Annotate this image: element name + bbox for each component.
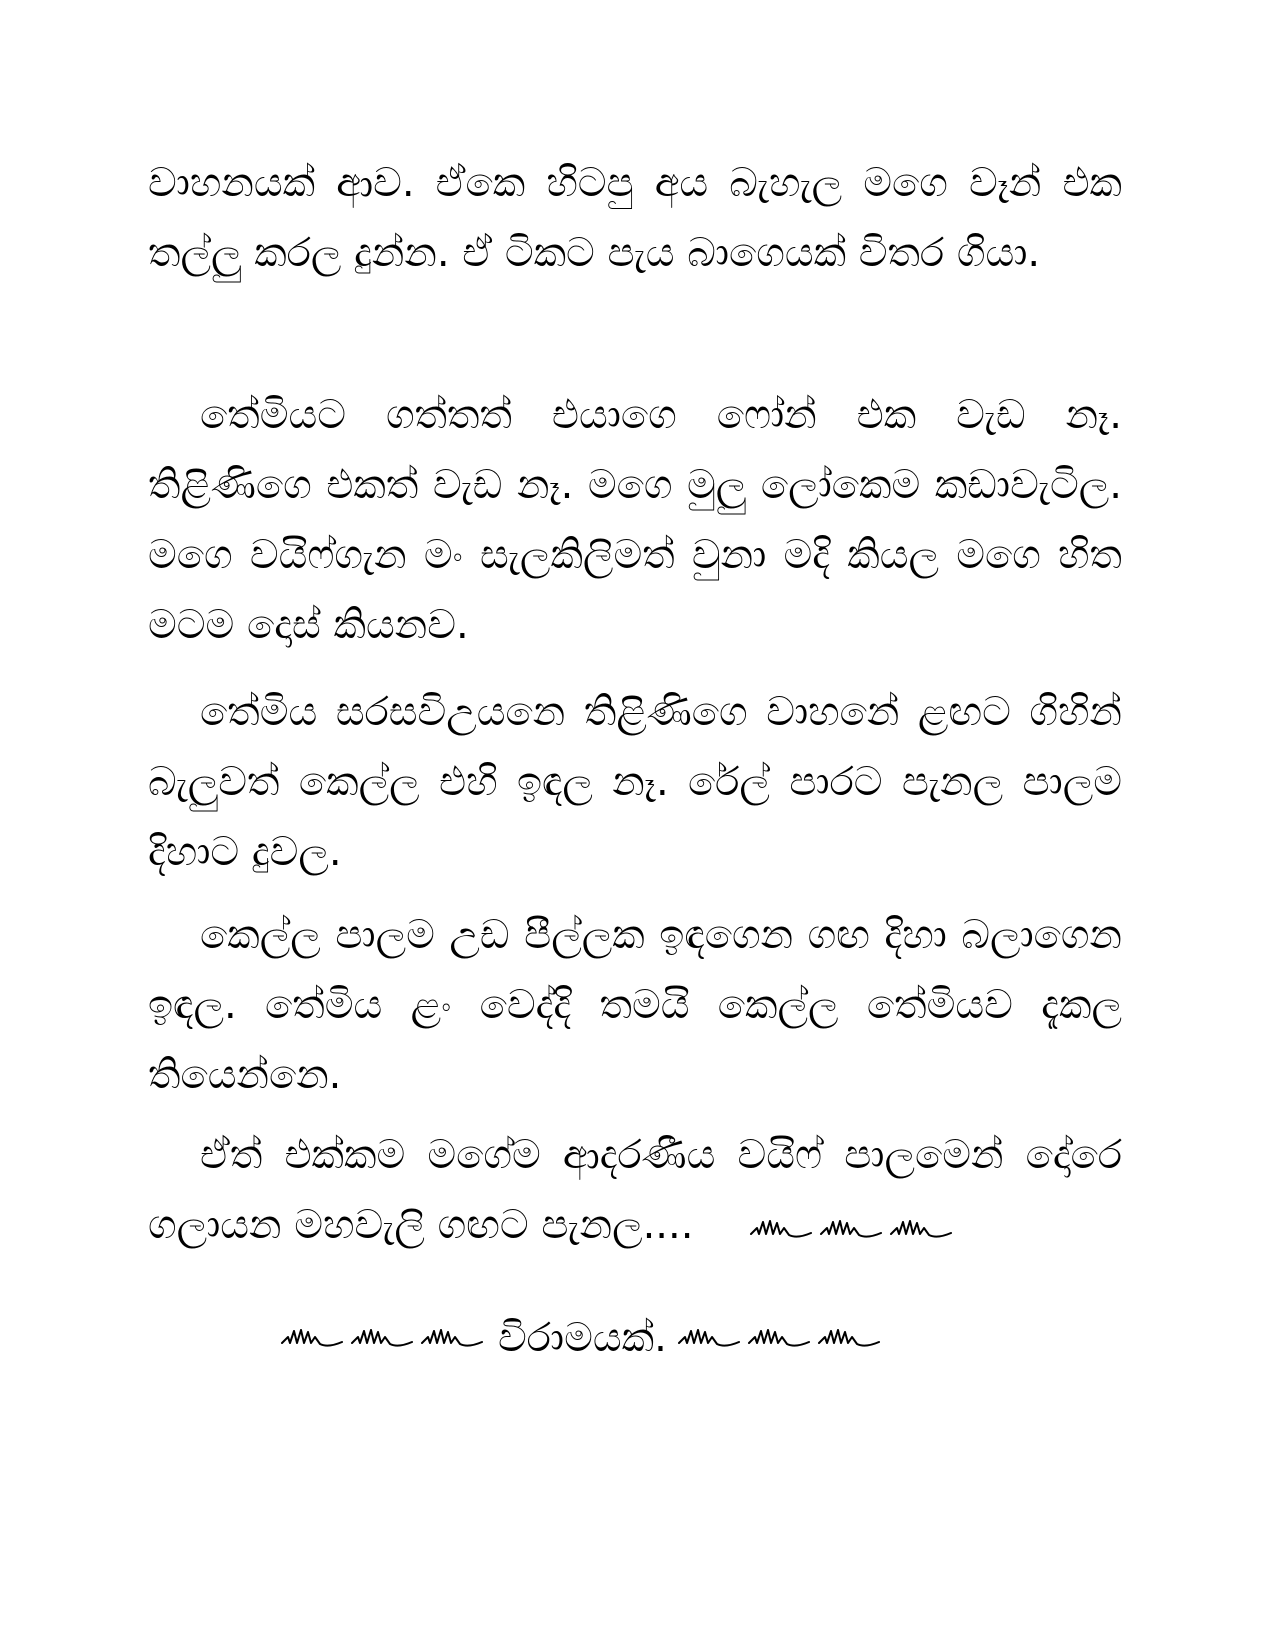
paragraph-1: වාහනයක් ආව. ඒකෙ හිටපු අය බැහැල මගෙ වෑන් එක තල්ලු කරල දුන්න. ඒ ටිකට පැය බාගෙයක් විතර ගියා.: [148, 160, 1122, 276]
paragraph-5: [148, 1120, 1122, 1262]
paragraph-2: තේමියට ගත්තත් එයාගෙ ෆෝන් එක වැඩ නෑ. තිළිණිගෙ එකත් වැඩ නෑ. මගෙ මුලු ලෝකෙම කඩාවැටිල. මගෙ වයිෆ්ගැන මං සැලකිලිමත් වුනා මදි කියල මගෙ හිත මටම දොස් කියනව.: [148, 392, 1122, 648]
scribble-ornament-icon: [817, 1327, 881, 1349]
scribble-ornament-icon: [677, 1327, 741, 1349]
paragraph-5-text: ඒත් එක්කම මගේම ආදරණීය වයිෆ් පාලමෙන් දෝරෙ ගලායන මහවැලි ගඟට පැනල....: [148, 1132, 1122, 1248]
paragraph-3: තේමිය සරසවිඋයනෙ තිළිණිගෙ වාහනේ ළඟට ගිහින් බැලුවත් කෙල්ල එහි ඉඳල නෑ. රේල් පාරට පැනල පාලම දිහාට දුවල.: [148, 689, 1122, 875]
scribble-ornament-icon: [420, 1327, 484, 1349]
scribble-ornament-icon: [889, 1218, 953, 1240]
pause-label: විරාමයක්.: [498, 1315, 667, 1361]
ornament-group-inline: [697, 1192, 959, 1262]
scribble-ornament-icon: [280, 1327, 344, 1349]
paragraph-4: කෙල්ල පාලම උඩ පීල්ලක ඉඳගෙන ගඟ දිහා බලාගෙන ඉඳල. තේමිය ළං වෙද්දි තමයි කෙල්ල තේමියව දැකල තියෙන්නෙ.: [148, 912, 1122, 1098]
scribble-ornament-icon: [819, 1218, 883, 1240]
scribble-ornament-icon: [350, 1327, 414, 1349]
scribble-ornament-icon: [749, 1218, 813, 1240]
scribble-ornament-icon: [747, 1327, 811, 1349]
section-end-line: [280, 1303, 980, 1373]
